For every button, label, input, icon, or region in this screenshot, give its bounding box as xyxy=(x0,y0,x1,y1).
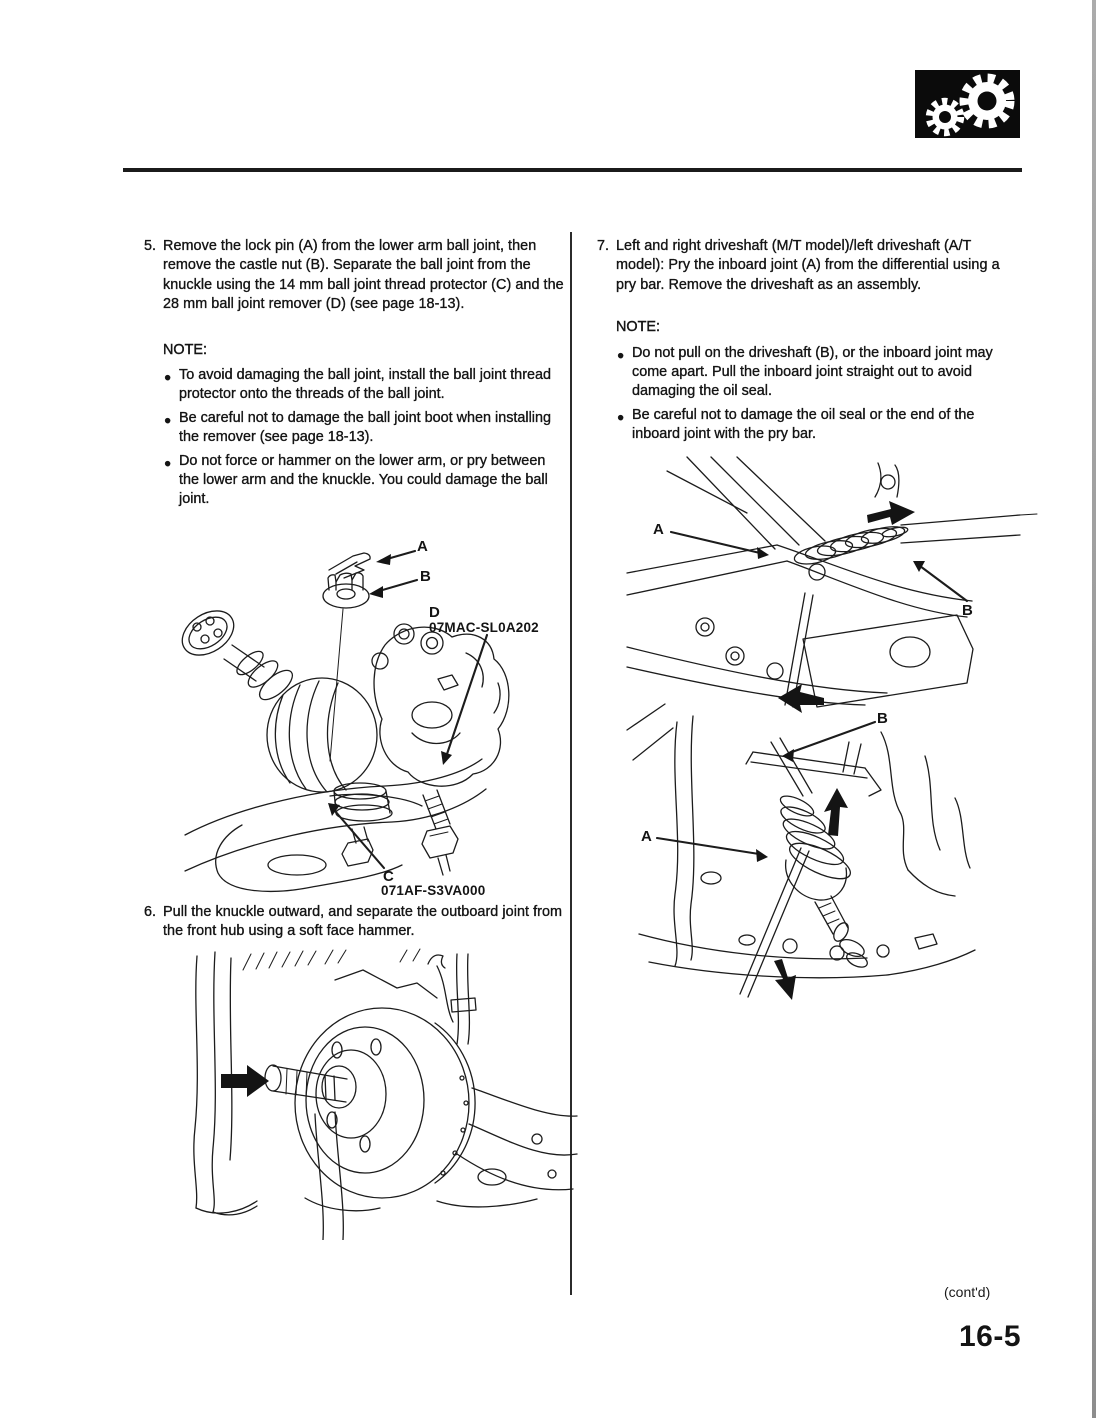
step-text: Left and right driveshaft (M/T model)/left driveshaft (A/T model): Pry the inboard joint (A) from the differential using a pry bar. Remove the driveshaft as an assembly. xyxy=(616,238,1000,293)
scan-edge-artifact xyxy=(1092,0,1096,1418)
step-number: 6. xyxy=(144,904,157,920)
figure-inboard-joint xyxy=(625,698,1040,1043)
step-text: Pull the knuckle outward, and separate the outboard joint from the front hub using a soft face hammer. xyxy=(163,904,563,940)
note-bullet xyxy=(164,366,556,404)
step-number: 5. xyxy=(144,238,157,254)
fig-label-b: B xyxy=(962,602,973,619)
fig-label-c: C xyxy=(383,868,394,885)
fig-label-a: A xyxy=(417,538,428,555)
part-number-d: 07MAC-SL0A202 xyxy=(429,620,539,635)
figure-front-hub xyxy=(185,948,580,1240)
inboard-joint-illustration xyxy=(625,698,1040,1043)
step-text: Remove the lock pin (A) from the lower arm ball joint, then remove the castle nut (B). Separate the ball joint from the knuckle using the 14 mm ball joint thread protector (C) and the 28 mm ball joint remover (D) (see page 18-13). xyxy=(163,238,564,313)
bullet-text: Be careful not to damage the oil seal or the end of the inboard joint with the pry bar. xyxy=(632,407,975,442)
bullet-icon: ● xyxy=(617,348,625,362)
note-5-list xyxy=(164,366,556,509)
note-bullet xyxy=(617,344,1021,401)
bullet-icon: ● xyxy=(164,370,172,384)
fig-label-a: A xyxy=(641,828,652,845)
fig-label-a: A xyxy=(653,521,664,538)
part-number-c: 071AF-S3VA000 xyxy=(381,883,486,898)
ball-joint-illustration xyxy=(180,533,585,905)
note-bullet xyxy=(164,452,556,509)
step-5 xyxy=(144,237,567,315)
step-number: 7. xyxy=(597,238,610,254)
bullet-text: Do not force or hammer on the lower arm, or pry between the lower arm and the knuckle. You could damage the ball joint. xyxy=(179,453,548,507)
fig-label-b: B xyxy=(877,710,888,727)
note-7-label: NOTE: xyxy=(616,319,660,335)
gears-icon xyxy=(915,70,1020,138)
bullet-icon: ● xyxy=(617,410,625,424)
header-rule xyxy=(123,168,1022,172)
bullet-text: Be careful not to damage the ball joint boot when installing the remover (see page 18-13). xyxy=(179,410,551,445)
note-bullet xyxy=(164,409,556,447)
bullet-icon: ● xyxy=(164,456,172,470)
fig-label-d: D xyxy=(429,604,440,621)
fig-label-b: B xyxy=(420,568,431,585)
note-bullet xyxy=(617,406,1021,444)
page-number: 16-5 xyxy=(959,1320,1022,1353)
step-7 xyxy=(597,237,1020,295)
figure-driveshaft-pry xyxy=(625,455,1040,713)
bullet-icon: ● xyxy=(164,413,172,427)
continued-note: (cont'd) xyxy=(944,1284,991,1300)
figure-ball-joint xyxy=(180,533,585,905)
front-hub-illustration xyxy=(185,948,580,1240)
driveshaft-pry-illustration xyxy=(625,455,1040,713)
bullet-text: To avoid damaging the ball joint, install the ball joint thread protector onto the threads of the ball joint. xyxy=(179,367,551,402)
bullet-text: Do not pull on the driveshaft (B), or the inboard joint may come apart. Pull the inboard joint straight out to avoid damaging the oil seal. xyxy=(632,345,993,399)
note-7-list xyxy=(617,344,1021,444)
step-6 xyxy=(144,903,567,942)
note-5-label: NOTE: xyxy=(163,342,207,358)
